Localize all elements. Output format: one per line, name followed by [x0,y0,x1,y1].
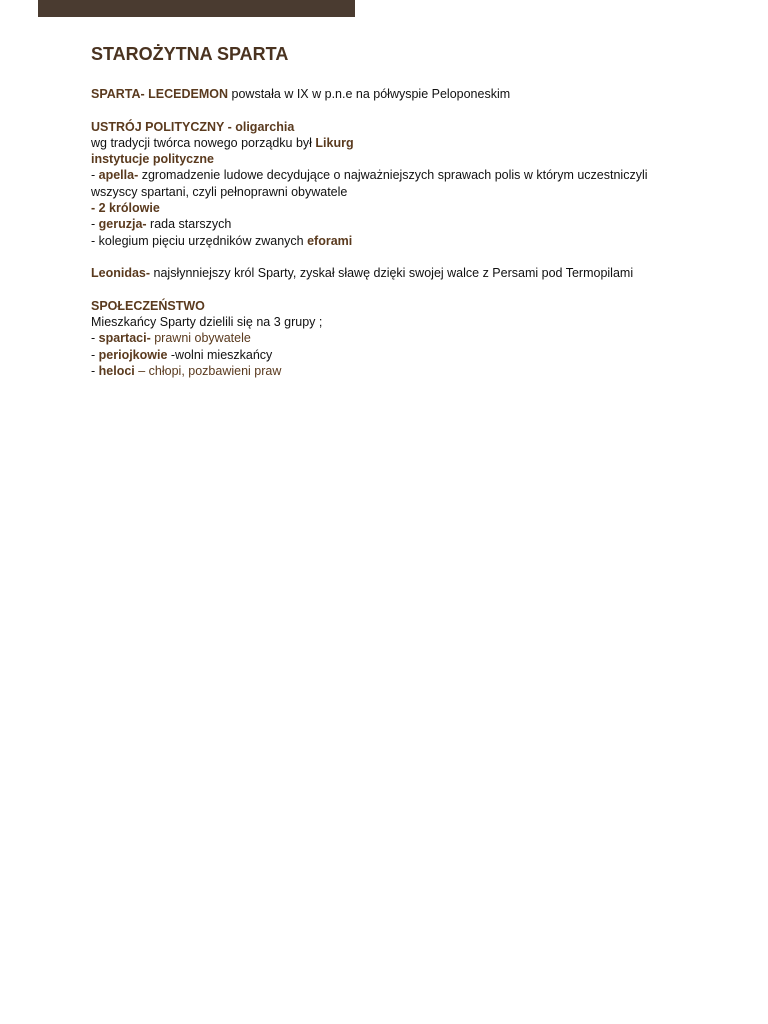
spoleczenstwo-heading: SPOŁECZEŃSTWO [91,298,205,313]
leonidas-text: najsłynniejszy król Sparty, zyskał sławę dzięki swojej walce z Persami pod Termopilami [150,266,634,281]
group-dash: - [91,364,99,379]
eforowie-term: eforami [307,233,353,248]
document-title: STAROŻYTNA SPARTA [91,44,289,64]
group-term: spartaci- [98,331,151,346]
tradition-line [91,135,691,151]
geruzja-dash: - [91,217,99,232]
intro-text: powstała w IX w p.n.e na półwyspie Peloponeskim [228,87,511,101]
group-line [91,330,691,346]
group-dash: - [91,331,99,346]
geruzja-text: rada starszych [146,217,232,232]
spacer [91,102,691,118]
group-term: periojkowie [98,347,168,362]
group-line [91,363,691,379]
eforowie-text: - kolegium pięciu urzędników zwanych [91,233,308,248]
tradition-text: wg tradycji twórca nowego porządku był [91,135,316,150]
spacer [91,249,691,265]
geruzja-term: geruzja- [98,217,147,232]
intro-paragraph [91,86,691,102]
spacer [91,282,691,298]
group-line [91,347,691,363]
group-text: – chłopi, pozbawieni praw [134,364,282,379]
group-term: heloci [98,364,135,379]
tradition-name: Likurg [315,135,354,150]
header-decoration-bar [38,0,355,17]
eforowie-line [91,233,691,249]
apella-text: zgromadzenie ludowe decydujące o najważniejszych sprawach polis w którym uczestniczyli wszyscy spartani, czyli pełnoprawni obywatele [91,168,648,199]
document-body [91,42,691,379]
apella-line [91,167,671,200]
geruzja-line [91,216,691,232]
group-text: prawni obywatele [150,331,251,346]
ustroj-heading: USTRÓJ POLITYCZNY - oligarchia [91,119,295,134]
institutions-heading: instytucje polityczne [91,152,214,167]
leonidas-name: Leonidas- [91,266,151,281]
group-text: -wolni mieszkańcy [167,347,273,362]
spoleczenstwo-intro: Mieszkańcy Sparty dzielili się na 3 grupy ; [91,315,323,330]
group-dash: - [91,347,99,362]
intro-name: SPARTA- LECEDEMON [91,87,229,101]
leonidas-line [91,265,691,281]
apella-term: apella- [98,168,139,183]
apella-dash: - [91,168,99,183]
kings-line: - 2 królowie [91,201,160,216]
